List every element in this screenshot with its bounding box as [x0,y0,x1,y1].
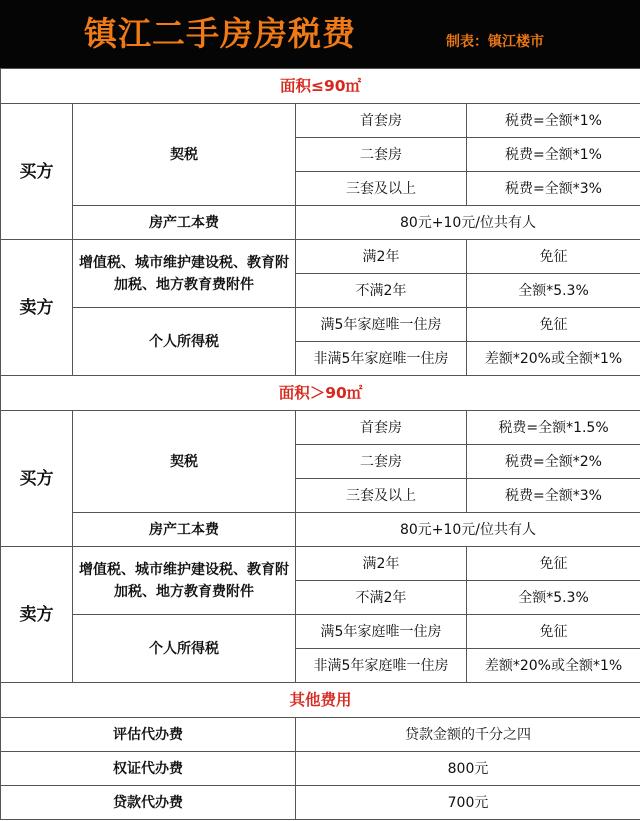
table-cell: 差额*20%或全额*1% [467,342,640,376]
table-cell: 首套房 [296,411,467,445]
credit-text: 制表：镇江楼市 [446,34,544,50]
table-row [1,411,640,445]
table-row [1,615,640,649]
table-cell: 免征 [467,308,640,342]
table-cell: 二套房 [296,138,467,172]
table-cell: 不满2年 [296,274,467,308]
registration-fee-label: 房产工本费 [73,513,296,547]
table-cell: 三套及以上 [296,479,467,513]
section-heading: 其他费用 [1,683,640,718]
section-heading: 面积＞90㎡ [1,376,640,411]
table-cell: 首套房 [296,104,467,138]
page-title: 镇江二手房房税费 [84,14,356,53]
deed-tax-label: 契税 [73,104,296,206]
vat-label: 增值税、城市维护建设税、教育附加税、地方教育费附件 [73,240,296,308]
table-cell: 税费=全额*3% [467,172,640,206]
income-tax-label: 个人所得税 [73,615,296,683]
table-row [1,752,640,786]
buyer-label: 买方 [1,411,73,547]
table-cell: 税费=全额*3% [467,479,640,513]
section-heading-row [1,376,640,411]
table-cell: 贷款金额的千分之四 [296,718,640,752]
table-row [1,308,640,342]
table-cell: 免征 [467,240,640,274]
table-cell: 非满5年家庭唯一住房 [296,342,467,376]
registration-fee-label: 房产工本费 [73,206,296,240]
section-heading: 面积≤90㎡ [1,69,640,104]
table-cell: 80元+10元/位共有人 [296,513,640,547]
table-cell: 不满2年 [296,581,467,615]
buyer-label: 买方 [1,104,73,240]
table-cell: 满2年 [296,240,467,274]
table-cell: 满5年家庭唯一住房 [296,615,467,649]
header-banner [0,0,640,68]
table-cell: 税费=全额*1% [467,104,640,138]
table-cell: 满5年家庭唯一住房 [296,308,467,342]
table-cell: 税费=全额*2% [467,445,640,479]
table-cell: 全额*5.3% [467,274,640,308]
table-cell: 全额*5.3% [467,581,640,615]
table-cell: 免征 [467,547,640,581]
table-cell: 三套及以上 [296,172,467,206]
table-row [1,786,640,820]
table-cell: 800元 [296,752,640,786]
table-cell: 差额*20%或全额*1% [467,649,640,683]
table-row [1,718,640,752]
table-row [1,513,640,547]
table-cell: 非满5年家庭唯一住房 [296,649,467,683]
other-fee-label: 贷款代办费 [1,786,296,820]
table-cell: 二套房 [296,445,467,479]
table-row [1,104,640,138]
table-cell: 免征 [467,615,640,649]
table-cell: 满2年 [296,547,467,581]
table-row [1,206,640,240]
section-heading-row [1,683,640,718]
seller-label: 卖方 [1,240,73,376]
tax-table [0,68,640,820]
section-heading-row [1,69,640,104]
vat-label: 增值税、城市维护建设税、教育附加税、地方教育费附件 [73,547,296,615]
income-tax-label: 个人所得税 [73,308,296,376]
table-cell: 税费=全额*1.5% [467,411,640,445]
table-row [1,240,640,274]
table-cell: 80元+10元/位共有人 [296,206,640,240]
other-fee-label: 权证代办费 [1,752,296,786]
seller-label: 卖方 [1,547,73,683]
table-cell: 700元 [296,786,640,820]
table-cell: 税费=全额*1% [467,138,640,172]
table-row [1,547,640,581]
deed-tax-label: 契税 [73,411,296,513]
other-fee-label: 评估代办费 [1,718,296,752]
